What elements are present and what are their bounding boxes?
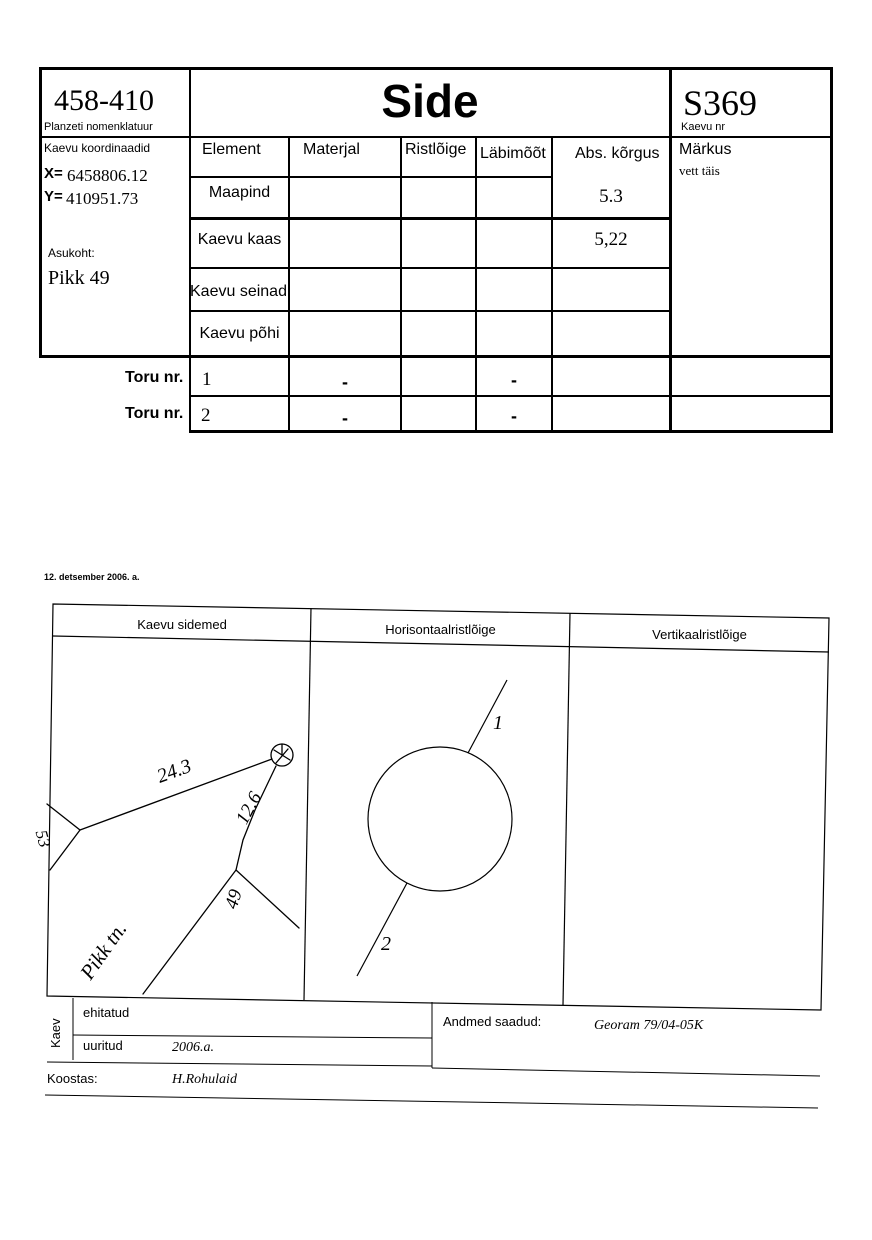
well-number-value: S369 bbox=[683, 83, 758, 123]
compiled-value: H.Rohulaid bbox=[172, 1072, 237, 1087]
pipe-label: Toru nr. bbox=[125, 369, 184, 386]
pipe-labimoot: - bbox=[511, 406, 517, 426]
built-label: ehitatud bbox=[83, 1005, 130, 1020]
abs-height-value: 5.3 bbox=[599, 186, 623, 207]
y-coordinate-value: 410951.73 bbox=[66, 189, 139, 208]
data-source-value: Georam 79/04-05K bbox=[594, 1018, 704, 1033]
column-header-materjal: Materjal bbox=[303, 141, 360, 158]
distance-label-long: 24.3 bbox=[154, 755, 195, 788]
distance-label-right: 12.6 bbox=[232, 788, 267, 828]
column-header-ristloige: Ristlõige bbox=[405, 141, 467, 158]
nomenclature-value: 458-410 bbox=[54, 84, 154, 117]
panel-title-connections: Kaevu sidemed bbox=[137, 617, 227, 632]
location-value: Pikk 49 bbox=[48, 267, 110, 289]
panel-title-vertical: Vertikaalristlõige bbox=[652, 627, 747, 642]
abs-height-value: 5,22 bbox=[594, 229, 628, 250]
element-row-label: Kaevu seinad bbox=[190, 283, 287, 300]
form-title: Side bbox=[381, 75, 479, 127]
column-header-abs-korgus: Abs. kõrgus bbox=[575, 145, 660, 162]
pipe-label-2: 2 bbox=[381, 933, 391, 955]
pipe-label: Toru nr. bbox=[125, 405, 184, 422]
pipe-materjal: - bbox=[342, 372, 348, 392]
x-coordinate-label: X= bbox=[44, 165, 63, 182]
element-row-label: Kaevu kaas bbox=[197, 231, 282, 248]
building-label-left: 53 bbox=[31, 828, 55, 850]
compiled-label: Koostas: bbox=[47, 1071, 98, 1086]
note-value: vett täis bbox=[679, 163, 720, 178]
column-header-labimoot: Läbimõõt bbox=[480, 145, 546, 162]
pipe-labimoot: - bbox=[511, 370, 517, 390]
document-date: 12. detsember 2006. a. bbox=[44, 572, 140, 582]
data-source-label: Andmed saadud: bbox=[443, 1014, 542, 1029]
surveyed-value: 2006.a. bbox=[172, 1040, 214, 1055]
x-coordinate-value: 6458806.12 bbox=[67, 166, 148, 185]
street-label: Pikk tn. bbox=[75, 917, 132, 984]
kaev-label: Kaev bbox=[48, 1018, 63, 1048]
building-label-number: 49 bbox=[221, 886, 247, 912]
y-coordinate-label: Y= bbox=[44, 188, 63, 205]
coordinates-label: Kaevu koordinaadid bbox=[44, 141, 151, 155]
element-row-label: Kaevu põhi bbox=[199, 325, 280, 342]
pipe-number: 1 bbox=[202, 369, 212, 390]
pipe-materjal: - bbox=[342, 408, 348, 428]
pipe-label-1: 1 bbox=[493, 712, 503, 734]
well-number-label: Kaevu nr bbox=[681, 121, 726, 133]
panel-title-horizontal: Horisontaalristlõige bbox=[385, 622, 496, 637]
element-row-label: Maapind bbox=[208, 184, 271, 201]
column-header-markus: Märkus bbox=[679, 141, 732, 158]
location-label: Asukoht: bbox=[48, 246, 95, 260]
column-header-element: Element bbox=[202, 141, 261, 158]
nomenclature-label: Planzeti nomenklatuur bbox=[44, 121, 153, 133]
surveyed-label: uuritud bbox=[83, 1038, 123, 1053]
pipe-number: 2 bbox=[201, 405, 211, 426]
